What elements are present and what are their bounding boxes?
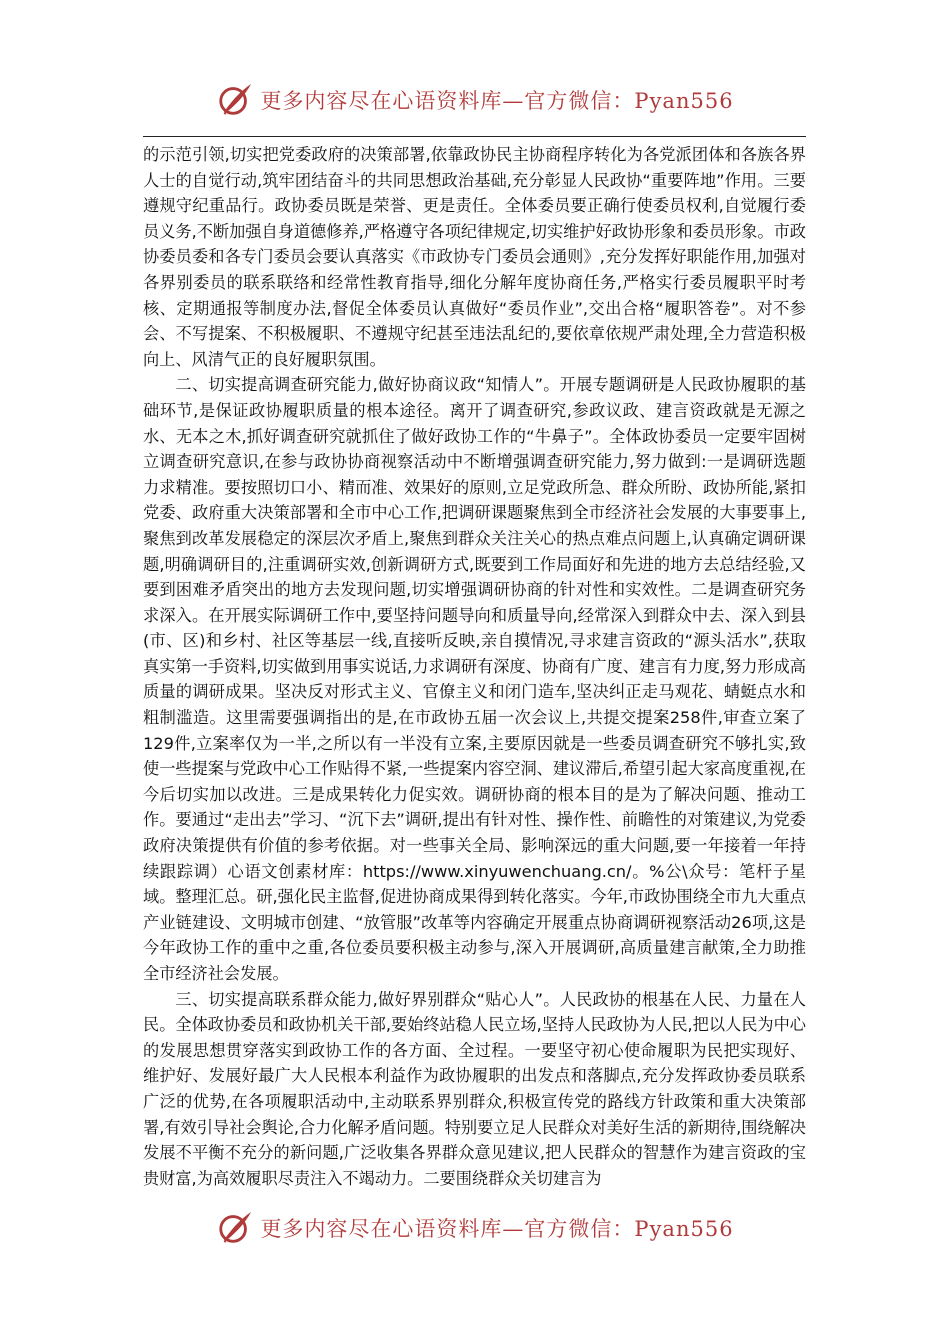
quill-logo-icon <box>216 1209 254 1247</box>
document-body <box>143 142 806 1191</box>
footer-banner-text: 更多内容尽在心语资料库—官方微信：Pyan556 <box>260 1217 734 1241</box>
header-banner <box>0 78 950 122</box>
paragraph-section-three: 三、切实提高联系群众能力,做好界别群众“贴心人”。人民政协的根基在人民、力量在人民。全体政协委员和政协机关干部,要始终站稳人民立场,坚持人民政协为人民,把以人民为中心的发展思想贯穿落实到政协工作的各方面、全过程。一要坚守初心使命履职为民把实现好、维护好、发展好最广大人民根本利益作为政协履职的出发点和落脚点,充分发挥政协委员联系广泛的优势,在各项履职活动中,主动联系界别群众,积极宣传党的路线方针政策和重大决策部署,有效引导社会舆论,合力化解矛盾问题。特别要立足人民群众对美好生活的新期待,围绕解决发展不平衡不充分的新问题,广泛收集各界群众意见建议,把人民群众的智慧作为建言资政的宝贵财富,为高效履职尽责注入不竭动力。二要围绕群众关切建言为 <box>143 989 806 1188</box>
paragraph-continuation: 的示范引领,切实把党委政府的决策部署,依靠政协民主协商程序转化为各党派团体和各族各界人士的自觉行动,筑牢团结奋斗的共同思想政治基础,充分彰显人民政协“重要阵地”作用。三要遵规守纪重品行。政协委员既是荣誉、更是责任。全体委员要正确行使委员权利,自觉履行委员义务,不断加强自身道德修养,严格遵守各项纪律规定,切实维护好政协形象和委员形象。市政协委员委和各专门委员会要认真落实《市政协专门委员会通则》,充分发挥好职能作用,加强对各界别委员的联系联络和经常性教育指导,细化分解年度协商任务,严格实行委员履职平时考核、定期通报等制度办法,督促全体委员认真做好“委员作业”,交出合格“履职答卷”。对不参会、不写提案、不积极履职、不遵规守纪甚至违法乱纪的,要依章依规严肃处理,全力营造积极向上、风清气正的良好履职氛围。 <box>143 145 806 369</box>
paragraph-section-two: 二、切实提高调查研究能力,做好协商议政“知情人”。开展专题调研是人民政协履职的基础环节,是保证政协履职质量的根本途径。离开了调查研究,参政议政、建言资政就是无源之水、无本之木,抓好调查研究就抓住了做好政协工作的“牛鼻子”。全体政协委员一定要牢固树立调查研究意识,在参与政协协商视察活动中不断增强调查研究能力,努力做到:一是调研选题力求精准。要按照切口小、精而准、效果好的原则,立足党政所急、群众所盼、政协所能,紧扣党委、政府重大决策部署和全市中心工作,把调研课题聚焦到全市经济社会发展的大事要事上,聚焦到改革发展稳定的深层次矛盾上,聚焦到群众关注关心的热点难点问题上,认真确定调研课题,明确调研目的,注重调研实效,创新调研方式,既要到工作局面好和先进的地方去总结经验,又要到困难矛盾突出的地方去发现问题,切实增强调研协商的针对性和实效性。二是调查研究务求深入。在开展实际调研工作中,要坚持问题导向和质量导向,经常深入到群众中去、深入到县(市、区)和乡村、社区等基层一线,直接听反映,亲自摸情况,寻求建言资政的“源头活水”,获取真实第一手资料,切实做到用事实说话,力求调研有深度、协商有广度、建言有力度,努力形成高质量的调研成果。坚决反对形式主义、官僚主义和闭门造车,坚决纠正走马观花、蜻蜓点水和粗制滥造。这里需要强调指出的是,在市政协五届一次会议上,共提交提案258件,审查立案了129件,立案率仅为一半,之所以有一半没有立案,主要原因就是一些委员调查研究不够扎实,致使一些提案与党政中心工作贴得不紧,一些提案内容空洞、建议滞后,希望引起大家高度重视,在今后切实加以改进。三是成果转化力促实效。调研协商的根本目的是为了解决问题、推动工作。要通过“走出去”学习、“沉下去”调研,提出有针对性、操作性、前瞻性的对策建议,为党委政府决策提供有价值的参考依据。对一些事关全局、影响深远的重大问题,要一年接着一年持续跟踪调）心语文创素材库：https://www.xinyuwenchuang.cn/。%公\众号：笔杆子星域。整理汇总。研,强化民主监督,促进协商成果得到转化落实。今年,市政协围绕全市九大重点产业链建设、文明城市创建、“放管服”改革等内容确定开展重点协商调研视察活动26项,这是今年政协工作的重中之重,各位委员要积极主动参与,深入开展调研,高质量建言献策,全力助推全市经济社会发展。 <box>143 375 806 983</box>
header-divider <box>143 136 806 137</box>
header-banner-text: 更多内容尽在心语资料库—官方微信：Pyan556 <box>260 89 734 113</box>
quill-logo-icon <box>216 81 254 119</box>
footer-banner <box>0 1206 950 1250</box>
